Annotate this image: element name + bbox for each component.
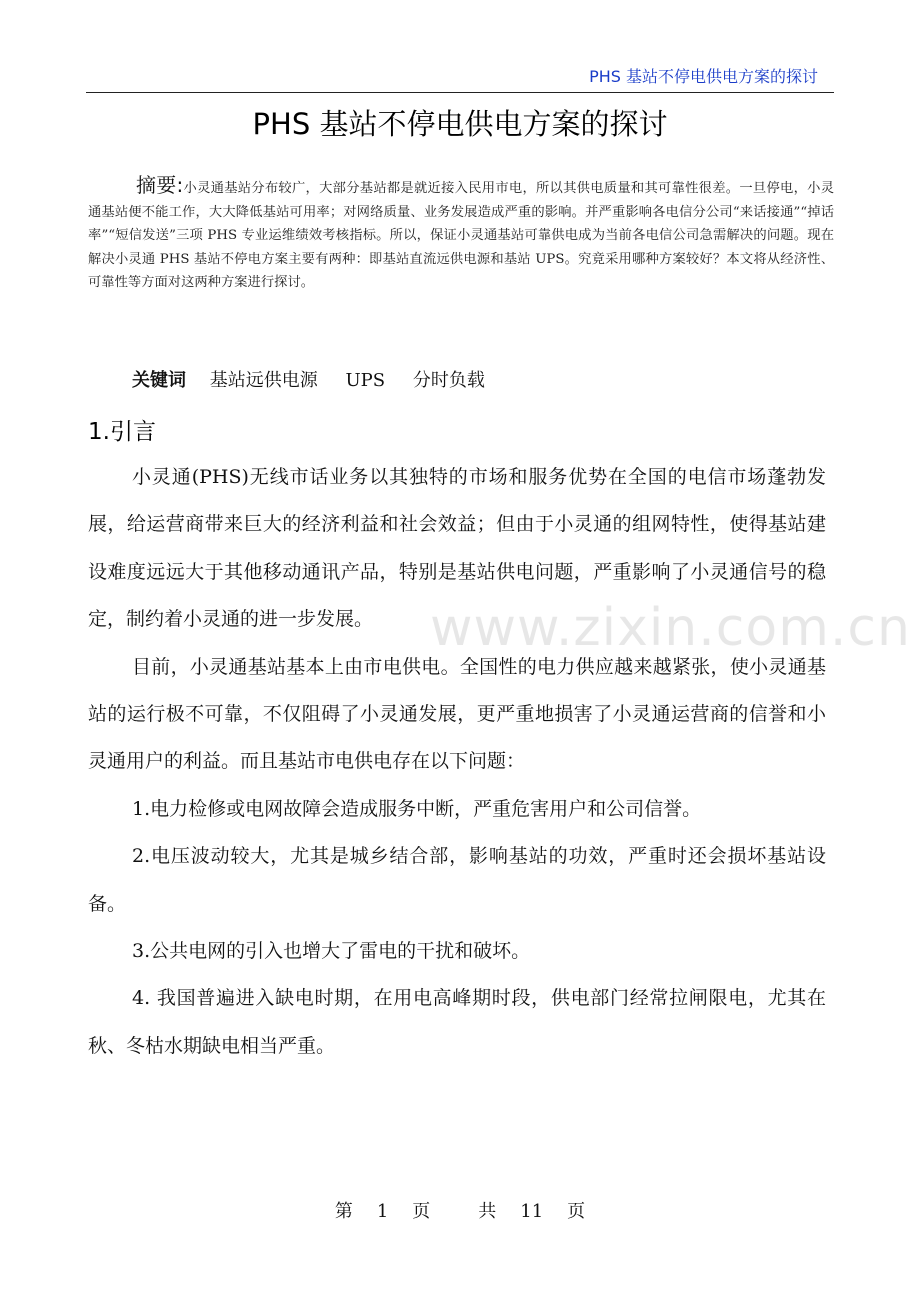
keywords-line (132, 366, 507, 392)
keyword-item: UPS (345, 370, 386, 391)
abstract-label: 摘要: (136, 173, 184, 197)
list-item: 3.公共电网的引入也增大了雷电的干扰和破坏。 (132, 940, 531, 963)
watermark: www.zixin.com.cn (430, 598, 911, 658)
body-text (88, 454, 826, 1070)
list-item: 2.电压波动较大，尤其是城乡结合部，影响基站的功效，严重时还会损坏基站设备。 (88, 845, 826, 915)
abstract-text: 小灵通基站分布较广，大部分基站都是就近接入民用市电，所以其供电质量和其可靠性很差。一旦停电，小灵通基站便不能工作，大大降低基站可用率；对网络质量、业务发展造成严重的影响。并严重影响各电信分公司“来话接通”“掉话率”“短信发送”三项 PHS 专业运维绩效考核指标。所以，保证小灵通基站可靠供电成为当前各电信公司急需解决的问题。现在解决小灵通 PHS 基站不停电方案主要有两种：即基站直流远供电源和基站 UPS。究竟采用哪种方案较好？本文将从经济性、可靠性等方面对这两种方案进行探讨。 (88, 181, 834, 291)
page-footer (0, 1197, 920, 1223)
header-rule (86, 92, 834, 93)
keyword-item: 基站远供电源 (209, 370, 318, 391)
footer-page-prefix: 第 (334, 1201, 353, 1222)
list-item: 1.电力检修或电网故障会造成服务中断，严重危害用户和公司信誉。 (132, 797, 702, 820)
abstract (88, 174, 834, 295)
footer-page-number: 1 (376, 1201, 389, 1222)
running-header: PHS 基站不停电供电方案的探讨 (589, 67, 818, 86)
footer-total-pages: 11 (520, 1201, 544, 1222)
paragraph: 小灵通(PHS)无线市话业务以其独特的市场和服务优势在全国的电信市场蓬勃发展，给运营商带来巨大的经济利益和社会效益；但由于小灵通的组网特性，使得基站建设难度远远大于其他移动通讯产品，特别是基站供电问题，严重影响了小灵通信号的稳定，制约着小灵通的进一步发展。 (88, 466, 826, 631)
document-title: PHS 基站不停电供电方案的探讨 (252, 107, 668, 141)
section-heading: 1.引言 (88, 419, 156, 445)
footer-total-suffix: 页 (567, 1201, 586, 1222)
keyword-item: 分时负载 (412, 370, 485, 391)
footer-total-prefix: 共 (478, 1201, 497, 1222)
list-item: 4. 我国普遍进入缺电时期，在用电高峰期时段，供电部门经常拉闸限电，尤其在秋、冬枯水期缺电相当严重。 (88, 987, 826, 1057)
keywords-label: 关键词 (132, 370, 186, 391)
footer-page-suffix: 页 (412, 1201, 431, 1222)
paragraph: 目前，小灵通基站基本上由市电供电。全国性的电力供应越来越紧张，使小灵通基站的运行极不可靠，不仅阻碍了小灵通发展，更严重地损害了小灵通运营商的信誉和小灵通用户的利益。而且基站市电供电存在以下问题： (88, 655, 826, 773)
